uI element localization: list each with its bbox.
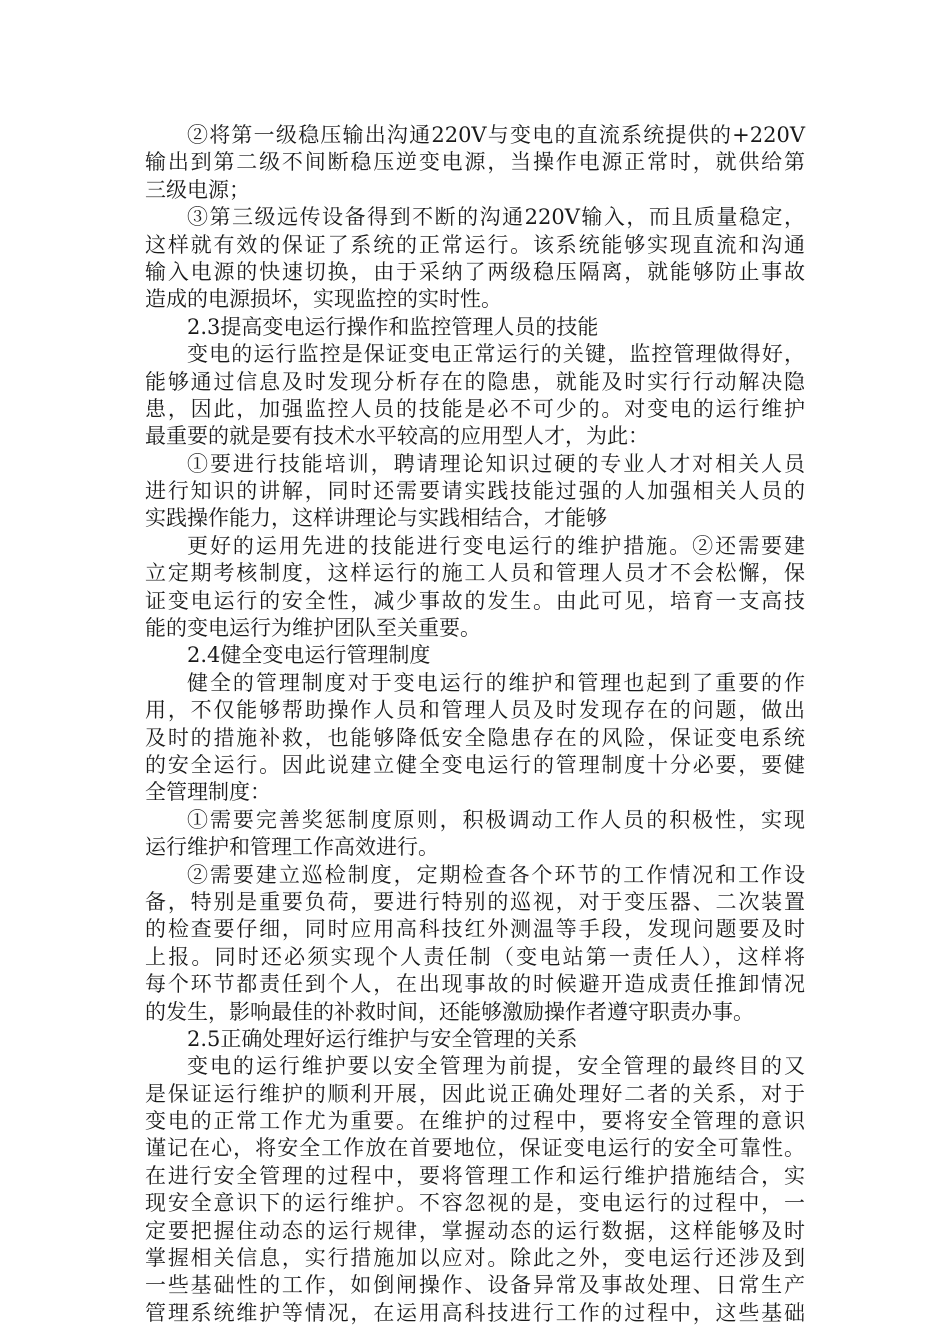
text-line: 三级电源；	[145, 177, 250, 202]
text-line: 这样就有效的保证了系统的正常运行。该系统能够实现直流和沟通	[145, 232, 805, 257]
text-line: 患，因此，加强监控人员的技能是必不可少的。对变电的运行维护	[145, 396, 805, 421]
text-line: 管理系统维护等情况，在运用高科技进行工作的过程中，这些基础	[145, 1300, 805, 1325]
text-line: 备，特别是重要负荷，要进行特别的巡视，对于变压器、二次装置	[145, 889, 805, 914]
text-line: 的安全运行。因此说建立健全变电运行的管理制度十分必要，要健	[145, 752, 805, 777]
text-line: 用，不仅能够帮助操作人员和管理人员及时发现存在的问题，做出	[145, 698, 805, 723]
text-line: 最重要的就是要有技术水平较高的应用型人才，为此：	[145, 424, 649, 449]
text-line: 实践操作能力，这样讲理论与实践相结合，才能够	[145, 506, 607, 531]
text-line: ②需要建立巡检制度，定期检查各个环节的工作情况和工作设	[187, 862, 805, 887]
text-line: 现安全意识下的运行维护。不容忽视的是，变电运行的过程中，一	[145, 1191, 805, 1216]
text-line: 是保证运行维护的顺利开展，因此说正确处理好二者的关系，对于	[145, 1081, 805, 1106]
text-line: ①需要完善奖惩制度原则，积极调动工作人员的积极性，实现	[187, 807, 805, 832]
text-line: 进行知识的讲解，同时还需要请实践技能过强的人加强相关人员的	[145, 479, 805, 504]
text-line: 更好的运用先进的技能进行变电运行的维护措施。②还需要建	[187, 533, 805, 558]
text-line: 变电的运行维护要以安全管理为前提，安全管理的最终目的又	[187, 1054, 805, 1079]
text-line: 立定期考核制度，这样运行的施工人员和管理人员才不会松懈，保	[145, 561, 805, 586]
text-line: 变电的运行监控是保证变电正常运行的关键，监控管理做得好，	[187, 342, 805, 367]
text-line: 定要把握住动态的运行规律，掌握动态的运行数据，这样能够及时	[145, 1218, 805, 1243]
text-line: 健全的管理制度对于变电运行的维护和管理也起到了重要的作	[187, 670, 805, 695]
text-line: 运行维护和管理工作高效进行。	[145, 835, 439, 860]
text-line: 造成的电源损坏，实现监控的实时性。	[145, 287, 502, 312]
text-line: 输出到第二级不间断稳压逆变电源，当操作电源正常时，就供给第	[145, 150, 805, 175]
text-line: 上报。同时还必须实现个人责任制（变电站第一责任人），这样将	[145, 944, 805, 969]
text-line: 变电的正常工作尤为重要。在维护的过程中，要将安全管理的意识	[145, 1109, 805, 1134]
document-body	[145, 122, 805, 1327]
text-line: 2.5正确处理好运行维护与安全管理的关系	[187, 1026, 578, 1051]
text-line: 及时的措施补救，也能够降低安全隐患存在的风险，保证变电系统	[145, 725, 805, 750]
text-line: ①要进行技能培训，聘请理论知识过硬的专业人才对相关人员	[187, 451, 805, 476]
text-line: 的发生，影响最佳的补救时间，还能够激励操作者遵守职责办事。	[145, 999, 754, 1024]
text-line: 在进行安全管理的过程中，要将管理工作和运行维护措施结合，实	[145, 1163, 805, 1188]
text-line: 掌握相关信息，实行措施加以应对。除此之外，变电运行还涉及到	[145, 1246, 805, 1271]
text-line: 证变电运行的安全性，减少事故的发生。由此可见，培育一支高技	[145, 588, 805, 613]
text-line: 谨记在心，将安全工作放在首要地位，保证变电运行的安全可靠性。	[145, 1136, 805, 1161]
text-line: ③第三级远传设备得到不断的沟通220V输入，而且质量稳定，	[187, 205, 805, 230]
text-line: 的检查要仔细，同时应用高科技红外测温等手段，发现问题要及时	[145, 917, 805, 942]
text-line: 2.3提高变电运行操作和监控管理人员的技能	[187, 314, 599, 339]
text-line: 输入电源的快速切换，由于采纳了两级稳压隔离，就能够防止事故	[145, 259, 805, 284]
text-line: ②将第一级稳压输出沟通220V与变电的直流系统提供的+220V	[187, 123, 805, 147]
text-line: 每个环节都责任到个人，在出现事故的时候避开造成责任推卸情况	[145, 972, 805, 997]
text-line: 能够通过信息及时发现分析存在的隐患，就能及时实行行动解决隐	[145, 369, 805, 394]
text-line: 一些基础性的工作，如倒闸操作、设备异常及事故处理、日常生产	[145, 1273, 805, 1298]
text-line: 能的变电运行为维护团队至关重要。	[145, 616, 481, 641]
text-line: 全管理制度：	[145, 780, 271, 805]
text-line: 2.4健全变电运行管理制度	[187, 643, 431, 668]
